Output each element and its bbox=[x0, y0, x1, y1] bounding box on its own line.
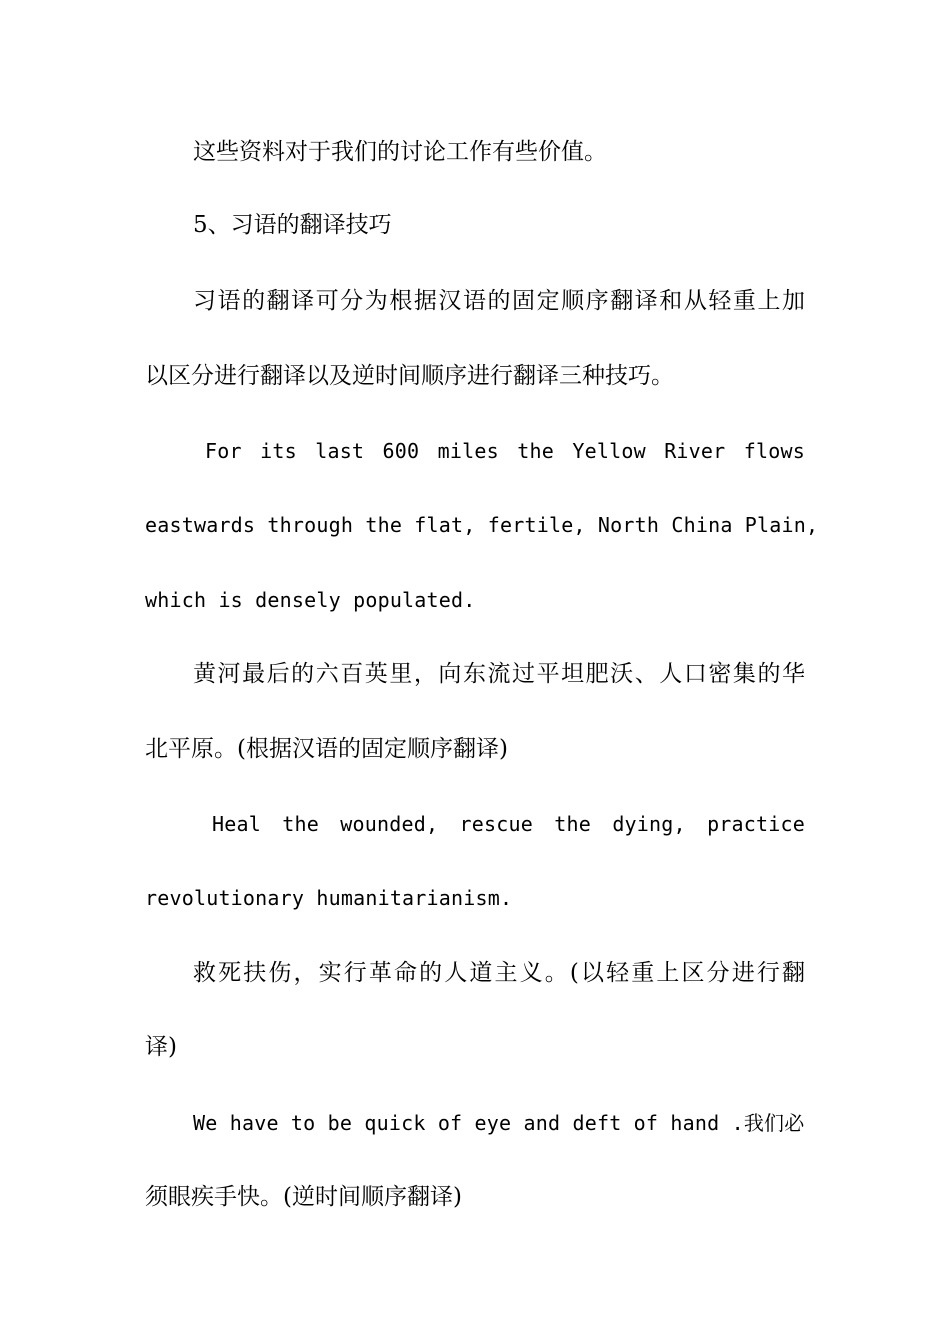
english-example-line: We have to be quick of eye and deft of hand .我们必 bbox=[193, 1111, 805, 1135]
english-example-line: eastwards through the flat, fertile, North China Plain, bbox=[145, 513, 819, 537]
english-example-line: which is densely populated. bbox=[145, 588, 476, 612]
paragraph-line: 这些资料对于我们的讨论工作有些价值。 bbox=[193, 139, 607, 165]
paragraph-line: 以区分进行翻译以及逆时间顺序进行翻译三种技巧。 bbox=[145, 363, 674, 389]
translation-line: 译) bbox=[145, 1034, 177, 1060]
english-example-line: revolutionary humanitarianism. bbox=[145, 886, 513, 910]
translation-line: 北平原。(根据汉语的固定顺序翻译) bbox=[145, 736, 508, 762]
english-example-line: Heal the wounded, rescue the dying, practice bbox=[212, 812, 805, 836]
translation-line: 黄河最后的六百英里，向东流过平坦肥沃、人口密集的华 bbox=[193, 661, 805, 687]
translation-line: 须眼疾手快。(逆时间顺序翻译) bbox=[145, 1184, 462, 1210]
translation-line: 救死扶伤，实行革命的人道主义。(以轻重上区分进行翻 bbox=[193, 960, 805, 986]
paragraph-line: 习语的翻译可分为根据汉语的固定顺序翻译和从轻重上加 bbox=[193, 288, 805, 314]
section-heading: 5、习语的翻译技巧 bbox=[193, 212, 392, 238]
english-example-line: For its last 600 miles the Yellow River flows bbox=[205, 439, 805, 463]
